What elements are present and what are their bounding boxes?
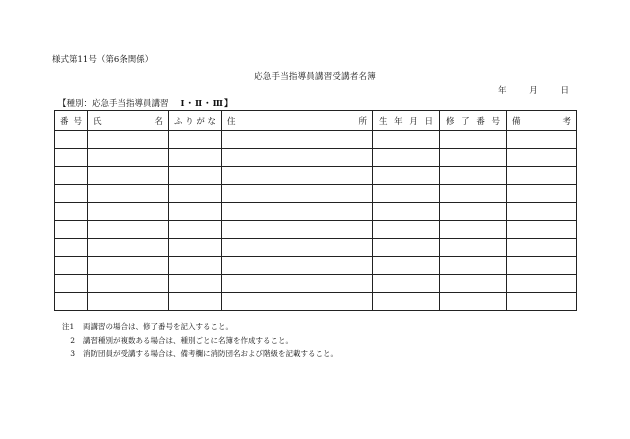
table-cell [440, 185, 507, 203]
table-cell [55, 185, 88, 203]
table-row [55, 257, 577, 275]
table-cell [507, 131, 577, 149]
header-address [222, 111, 373, 131]
table-cell [169, 167, 222, 185]
note-text: 両講習の場合は、修了番号を記入すること。 [83, 322, 233, 331]
table-cell [373, 275, 440, 293]
table-cell [55, 131, 88, 149]
header-char: ふ [174, 116, 183, 127]
header-char: 番 [476, 116, 485, 127]
header-char: 備 [512, 116, 521, 127]
table-cell [507, 275, 577, 293]
table-cell [169, 203, 222, 221]
notes [62, 320, 338, 361]
table-cell [373, 257, 440, 275]
table-cell [222, 257, 373, 275]
table-cell [169, 149, 222, 167]
table-cell [169, 221, 222, 239]
table-cell [507, 293, 577, 311]
table-cell [88, 239, 169, 257]
table-cell [440, 293, 507, 311]
table-cell [373, 203, 440, 221]
table-cell [440, 149, 507, 167]
table-cell [440, 275, 507, 293]
note-lead: 2 [70, 335, 75, 345]
header-char: 生 [379, 116, 388, 127]
header-char: 年 [394, 116, 403, 127]
course-kind-label: 【種別：応急手当指導員講習 [58, 99, 169, 109]
table-cell [88, 185, 169, 203]
table-cell [373, 239, 440, 257]
table-cell [373, 293, 440, 311]
table-cell [88, 275, 169, 293]
table-cell [222, 167, 373, 185]
table-cell [88, 167, 169, 185]
table-row [55, 185, 577, 203]
course-kind-levels: Ⅰ・Ⅱ・Ⅲ】 [180, 99, 234, 109]
note-text: 消防団員が受講する場合は、備考欄に消防団名および階級を記載すること。 [83, 349, 338, 358]
table-cell [222, 275, 373, 293]
header-char: が [196, 116, 205, 127]
date-day-unit: 日 [560, 86, 569, 96]
table-row [55, 167, 577, 185]
form-number: 様式第11号（第6条関係） [52, 55, 154, 65]
header-char: 所 [358, 116, 367, 127]
note-item [62, 320, 338, 334]
table-cell [507, 149, 577, 167]
table-cell [440, 203, 507, 221]
table-cell [440, 239, 507, 257]
header-char: 名 [154, 116, 163, 127]
roster-body [55, 131, 577, 311]
table-cell [169, 185, 222, 203]
header-char: 修 [446, 116, 455, 127]
header-char: な [207, 116, 216, 127]
note-text: 講習種別が複数ある場合は、種別ごとに名簿を作成すること。 [83, 335, 293, 345]
document-title: 応急手当指導員講習受講者名簿 [254, 72, 376, 82]
header-char: 考 [562, 116, 571, 127]
table-cell [88, 293, 169, 311]
table-cell [222, 185, 373, 203]
table-cell [507, 221, 577, 239]
table-cell [440, 221, 507, 239]
course-kind [58, 97, 234, 109]
table-cell [169, 257, 222, 275]
note-item [62, 347, 338, 361]
header-row [55, 111, 577, 131]
table-cell [507, 185, 577, 203]
table-row [55, 293, 577, 311]
table-cell [169, 293, 222, 311]
header-birthdate [373, 111, 440, 131]
table-cell [55, 275, 88, 293]
table-cell [55, 221, 88, 239]
table-cell [222, 293, 373, 311]
header-char: 号 [73, 116, 82, 127]
roster-table [54, 110, 577, 311]
table-cell [507, 203, 577, 221]
table-cell [88, 221, 169, 239]
table-cell [507, 167, 577, 185]
table-cell [55, 239, 88, 257]
table-cell [222, 203, 373, 221]
date-year-unit: 年 [498, 86, 507, 96]
table-cell [222, 149, 373, 167]
table-cell [169, 239, 222, 257]
header-char: 号 [491, 116, 500, 127]
table-cell [55, 293, 88, 311]
table-cell [373, 167, 440, 185]
table-cell [88, 149, 169, 167]
note-lead: 注1 [62, 322, 75, 331]
header-furigana [169, 111, 222, 131]
table-cell [440, 167, 507, 185]
table-row [55, 221, 577, 239]
header-char: 日 [424, 116, 433, 127]
table-cell [169, 275, 222, 293]
note-lead: 3 [70, 349, 75, 358]
table-cell [88, 203, 169, 221]
table-cell [507, 239, 577, 257]
table-cell [55, 167, 88, 185]
table-cell [440, 257, 507, 275]
table-cell [88, 257, 169, 275]
table-cell [169, 131, 222, 149]
table-cell [440, 131, 507, 149]
table-cell [222, 221, 373, 239]
table-cell [55, 203, 88, 221]
table-cell [373, 131, 440, 149]
table-cell [373, 221, 440, 239]
table-cell [222, 239, 373, 257]
header-name [88, 111, 169, 131]
table-row [55, 239, 577, 257]
header-char: り [185, 116, 194, 127]
date-month-unit: 月 [529, 86, 538, 96]
table-cell [55, 257, 88, 275]
header-char: 住 [227, 116, 236, 127]
header-char: 氏 [93, 116, 102, 127]
table-cell [88, 131, 169, 149]
table-row [55, 131, 577, 149]
header-char: 月 [409, 116, 418, 127]
table-row [55, 149, 577, 167]
note-item [62, 334, 338, 348]
table-row [55, 203, 577, 221]
table-cell [55, 149, 88, 167]
header-char: 番 [60, 116, 69, 127]
header-char: 了 [461, 116, 470, 127]
table-row [55, 275, 577, 293]
header-remarks [507, 111, 577, 131]
table-cell [373, 185, 440, 203]
header-number [55, 111, 88, 131]
table-cell [507, 257, 577, 275]
table-cell [222, 131, 373, 149]
header-completion-number [440, 111, 507, 131]
date-line [498, 84, 569, 96]
table-cell [373, 149, 440, 167]
